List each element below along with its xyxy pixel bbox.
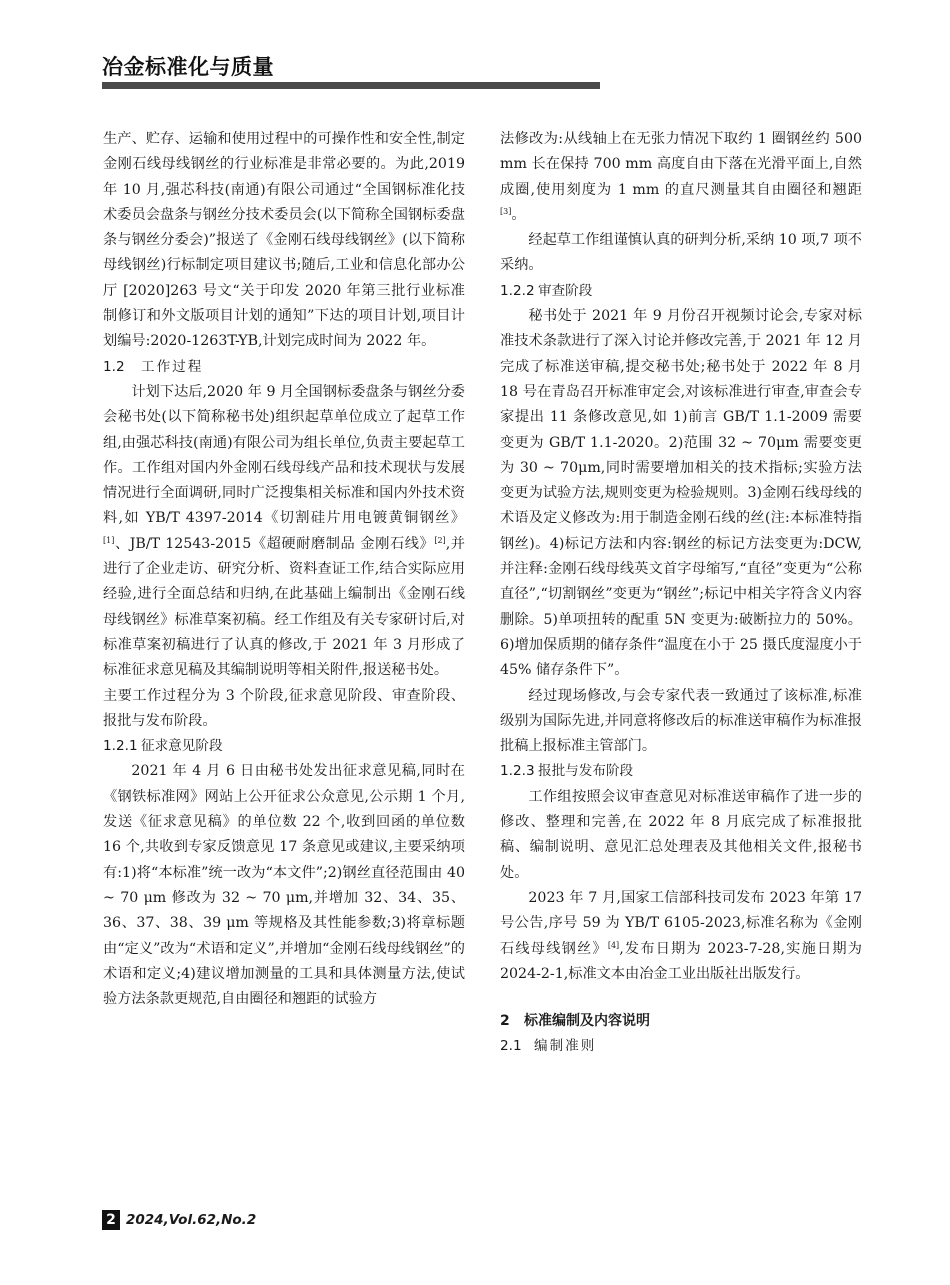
journal-title: 冶金标准化与质量	[102, 55, 274, 79]
section-number: 2.1	[500, 1038, 522, 1055]
section-title: 标准编制及内容说明	[524, 1013, 650, 1030]
section-number: 1.2	[103, 358, 125, 375]
section-number: 1.2.3	[500, 763, 535, 780]
text-run: 、JB/T 12543-2015《超硬耐磨制品 金刚石线》	[114, 535, 435, 552]
text-run: 法修改为:从线轴上在无张力情况下取约 1 圈钢丝约 500 mm 长在保持 700 mm 高度自由下落在光滑平面上,自然成圈,使用刻度为 1 mm 的直尺测量其自由圈径和翘距	[500, 131, 862, 198]
paragraph	[103, 380, 465, 684]
running-header	[102, 52, 600, 89]
citation: [1]	[103, 535, 115, 545]
header-rule	[102, 82, 600, 89]
section-heading-1-2-1	[103, 734, 465, 759]
section-heading-2	[500, 1009, 862, 1034]
paragraph: 经过现场修改,与会专家代表一致通过了该标准,标准级别为国际先进,并同意将修改后的标准送审稿作为标准报批稿上报标准主管部门。	[500, 687, 862, 755]
text-run: ,并进行了企业走访、研究分析、资料查证工作,结合实际应用经验,进行全面总结和归纳,在此基础上编制出《金刚石线母线钢丝》标准草案初稿。经工作组及有关专家研讨后,对标准草案初稿进行了认真的修改,于 2021 年 3 月形成了标准征求意见稿及其编制说明等相关附件,报送秘书处。	[103, 535, 465, 679]
text-run: 计划下达后,2020 年 9 月全国钢标委盘条与钢丝分委会秘书处(以下简称秘书处)组织起草单位成立了起草工作组,由强芯科技(南通)有限公司为组长单位,负责主要起草工作。工作组对国内外金刚石线母线产品和技术现状与发展情况进行全面调研,同时广泛搜集相关标准和国内外技术资料,如 YB/T 4397-2014《切割硅片用电镀黄铜钢丝》	[103, 383, 465, 527]
paragraph: 生产、贮存、运输和使用过程中的可操作性和安全性,制定金刚石线母线钢丝的行业标准是非常必要的。为此,2019 年 10 月,强芯科技(南通)有限公司通过“全国钢标准化技术委员会盘条与钢丝分技术委员会(以下简称全国钢标委盘条与钢丝分委会)”报送了《金刚石线母线钢丝》(以下简称母线钢丝)行标制定项目建议书;随后,工业和信息化部办公厅 [2020]263 号文“关于印发 2020 年第三批行业标准制修订和外文版项目计划的通知”下达的项目计划,项目计划编号:2020-1263T-YB,计划完成时间为 2022 年。	[103, 131, 465, 350]
text-run: 2023 年 7 月,国家工信部科技司发布 2023 年第 17 号公告,序号 59 为 YB/T 6105-2023,标准名称为《金刚石线母线钢丝》	[500, 889, 862, 957]
section-number: 2	[500, 1013, 510, 1030]
section-title: 报批与发布阶段	[538, 763, 634, 780]
paragraph: 主要工作过程分为 3 个阶段,征求意见阶段、审查阶段、报批与发布阶段。	[103, 687, 465, 729]
paragraph: 工作组按照会议审查意见对标准送审稿作了进一步的修改、整理和完善,在 2022 年 8 月底完成了标准报批稿、编制说明、意见汇总处理表及其他相关文件,报秘书处。	[500, 788, 862, 881]
page-footer	[102, 1210, 256, 1230]
text-run: 。	[511, 206, 526, 223]
citation: [2]	[434, 535, 446, 545]
section-number: 1.2.2	[500, 282, 535, 299]
paragraph	[500, 886, 862, 987]
text-run: ,发布日期为 2023-7-28,实施日期为 2024-2-1,标准文本由冶金工业出版社出版发行。	[500, 940, 862, 982]
section-title: 编制准则	[534, 1038, 597, 1055]
section-title: 征求意见阶段	[141, 738, 223, 755]
section-heading-1-2-3	[500, 759, 862, 784]
citation: [3]	[500, 206, 512, 216]
section-title: 审查阶段	[538, 282, 593, 299]
citation: [4]	[607, 940, 620, 950]
section-heading-2-1	[500, 1034, 862, 1059]
page-number: 2	[102, 1210, 120, 1230]
paragraph: 经起草工作组谨慎认真的研判分析,采纳 10 项,7 项不采纳。	[500, 232, 862, 274]
paragraph	[500, 127, 862, 228]
section-heading-1-2-2	[500, 279, 862, 304]
section-title: 工作过程	[141, 358, 204, 375]
right-column	[500, 127, 862, 1060]
section-number: 1.2.1	[103, 738, 138, 755]
paragraph: 秘书处于 2021 年 9 月份召开视频讨论会,专家对标准技术条款进行了深入讨论并修改完善,于 2021 年 12 月完成了标准送审稿,提交秘书处;秘书处于 2022 年 8 月 18 号在青岛召开标准审定会,对该标准进行审查,审查会专家提出 11 条修改意见,如 1)前言 GB/T 1.1-2009 需要变更为 GB/T 1.1-2020。2)范围 32 ~ 70μm 需要变更为 30 ~ 70μm,同时需要增加相关的技术指标;实验方法变更为试验方法,规则变更为检验规则。3)金刚石线母线的术语及定义修改为:用于制造金刚石线的丝(注:本标准特指钢丝)。4)标记方法和内容:钢丝的标记方法变更为:DCW,并注释:金刚石线母线英文首字母缩写,“直径”变更为“公称直径”,“切割钢丝”变更为“钢丝”;标记中相关字符含义内容删除。5)单项扭转的配重 5N 变更为:破断拉力的 50%。6)增加保质期的储存条件“温度在小于 25 摄氏度湿度小于 45% 储存条件下”。	[500, 308, 862, 679]
issue-info: 2024,Vol.62,No.2	[126, 1212, 257, 1228]
section-heading-1-2	[103, 355, 465, 380]
left-column	[103, 127, 465, 1012]
paragraph: 2021 年 4 月 6 日由秘书处发出征求意见稿,同时在《钢铁标准网》网站上公开征求公众意见,公示期 1 个月,发送《征求意见稿》的单位数 22 个,收到回函的单位数 16 个,共收到专家反馈意见 17 条意见或建议,主要采纳项有:1)将“本标准”统一改为“本文件”;2)钢丝直径范围由 40 ~ 70 μm 修改为 32 ~ 70 μm,并增加 32、34、35、36、37、38、39 μm 等规格及其性能参数;3)将章标题由“定义”改为“术语和定义”,并增加“金刚石线母线钢丝”的术语和定义;4)建议增加测量的工具和具体测量方法,使试验方法条款更规范,自由圈径和翘距的试验方	[103, 763, 465, 1008]
